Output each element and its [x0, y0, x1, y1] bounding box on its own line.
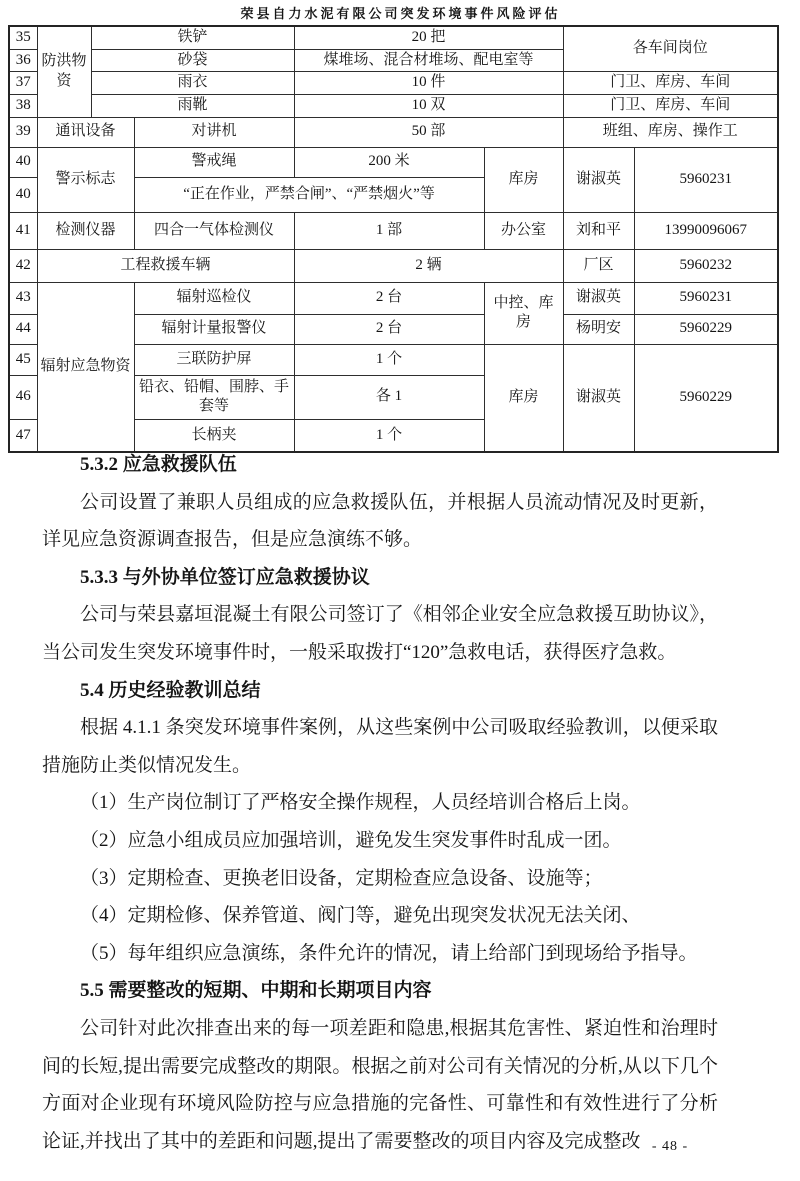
col-index: 36 [9, 49, 37, 72]
list-item-2: （2）应急小组成员应加强培训，避免发生突发事件时乱成一团。 [80, 829, 622, 851]
col-item: 四合一气体检测仪 [134, 212, 294, 249]
col-person: 谢淑英 [563, 344, 634, 452]
section-heading-532: 5.3.2 应急救援队伍 [80, 454, 237, 475]
col-item: 工程救援车辆 [37, 249, 294, 282]
col-person: 刘和平 [563, 212, 634, 249]
col-category: 检测仪器 [37, 212, 134, 249]
section-heading-54: 5.4 历史经验教训总结 [80, 679, 261, 701]
col-index: 40 [9, 147, 37, 177]
table-row-35 [9, 26, 778, 49]
col-location: 班组、库房、操作工 [563, 117, 778, 147]
col-item: “正在作业，严禁合闸”、“严禁烟火”等 [134, 177, 484, 212]
col-person: 杨明安 [563, 314, 634, 344]
table-row-42 [9, 249, 778, 282]
col-quantity: 1 个 [294, 344, 484, 375]
col-item: 三联防护屏 [134, 344, 294, 375]
col-phone: 5960231 [634, 147, 778, 212]
col-item: 对讲机 [134, 117, 294, 147]
col-index: 40 [9, 177, 37, 212]
col-phone: 13990096067 [634, 212, 778, 249]
col-index: 43 [9, 282, 37, 314]
col-item: 辐射计量报警仪 [134, 314, 294, 344]
page-header [100, 3, 701, 27]
col-quantity: 2 辆 [294, 249, 563, 282]
table-row-37 [9, 72, 778, 95]
section-paragraph-532: 公司设置了兼职人员组成的应急救援队伍，并根据人员流动情况及时更新，详见应急资源调查报告，但是应急演练不够。 [42, 491, 718, 551]
col-quantity: 各 1 [294, 375, 484, 419]
section-heading-55: 5.5 需要整改的短期、中期和长期项目内容 [80, 980, 432, 1002]
col-quantity: 20 把 [294, 26, 563, 49]
col-phone: 5960229 [634, 314, 778, 344]
document-body [42, 446, 718, 1160]
col-location: 门卫、库房、车间 [563, 94, 778, 117]
col-item: 铁铲 [91, 26, 294, 49]
col-quantity: 煤堆场、混合材堆场、配电室等 [294, 49, 563, 72]
col-index: 37 [9, 72, 37, 95]
col-quantity: 2 台 [294, 282, 484, 314]
col-category: 辐射应急物资 [37, 282, 134, 452]
section-paragraph-533: 公司与荣县嘉垣混凝土有限公司签订了《相邻企业安全应急救援互助协议》，当公司发生突发环境事件时，一般采取拨打“120”急救电话，获得医疗急救。 [42, 604, 718, 663]
col-index: 38 [9, 94, 37, 117]
col-item: 雨靴 [91, 94, 294, 117]
col-phone: 5960232 [634, 249, 778, 282]
col-location: 中控、库房 [484, 282, 563, 344]
list-item-5: （5）每年组织应急演练，条件允许的情况，请上给部门到现场给予指导。 [80, 942, 698, 964]
col-item: 警戒绳 [134, 147, 294, 177]
table-row-41 [9, 212, 778, 249]
section-heading-533: 5.3.3 与外协单位签订应急救援协议 [80, 566, 370, 588]
col-quantity: 10 件 [294, 72, 563, 95]
col-index: 35 [9, 26, 37, 49]
table-row-43 [9, 282, 778, 314]
col-index: 41 [9, 212, 37, 249]
section-paragraph-55: 公司针对此次排查出来的每一项差距和隐患,根据其危害性、紧迫性和治理时间的长短,提出需要完成整改的期限。根据之前对公司有关情况的分析,从以下几个方面对企业现有环境风险防控与应急措施的完备性、可靠性和有效性进行了分析论证,并找出了其中的差距和问题,提出了需要整改的项目内容及完成整改 [42, 1017, 718, 1152]
col-person: 谢淑英 [563, 147, 634, 212]
col-quantity: 2 台 [294, 314, 484, 344]
page-number: - 48 - [651, 1139, 689, 1154]
list-item-1: （1）生产岗位制订了严格安全操作规程，人员经培训合格后上岗。 [80, 792, 641, 814]
col-phone: 5960229 [634, 344, 778, 452]
col-category: 通讯设备 [37, 117, 134, 147]
col-index: 39 [9, 117, 37, 147]
col-index: 46 [9, 375, 37, 419]
list-item-3: （3）定期检查、更换老旧设备，定期检查应急设备、设施等； [80, 867, 603, 889]
col-quantity: 10 双 [294, 94, 563, 117]
list-item-4: （4）定期检修、保养管道、阀门等，避免出现突发状况无法关闭、 [80, 905, 641, 927]
table-row-40a [9, 147, 778, 177]
col-location: 库房 [484, 344, 563, 452]
col-category: 警示标志 [37, 147, 134, 212]
col-quantity: 200 米 [294, 147, 484, 177]
col-location: 库房 [484, 147, 563, 212]
col-quantity: 1 部 [294, 212, 484, 249]
col-index: 47 [9, 419, 37, 452]
col-item: 辐射巡检仪 [134, 282, 294, 314]
table-row-38 [9, 94, 778, 117]
col-index: 44 [9, 314, 37, 344]
col-item: 长柄夹 [134, 419, 294, 452]
col-index: 42 [9, 249, 37, 282]
col-quantity: 50 部 [294, 117, 563, 147]
col-index: 45 [9, 344, 37, 375]
col-location: 门卫、库房、车间 [563, 72, 778, 95]
page-header-title: 荣县自力水泥有限公司突发环境事件风险评估 [240, 6, 561, 21]
col-item: 铅衣、铅帽、围脖、手套等 [134, 375, 294, 419]
col-location: 各车间岗位 [563, 26, 778, 72]
col-item: 砂袋 [91, 49, 294, 72]
col-category: 防洪物资 [37, 26, 91, 117]
col-location: 厂区 [563, 249, 634, 282]
col-person: 谢淑英 [563, 282, 634, 314]
section-paragraph-54: 根据 4.1.1 条突发环境事件案例，从这些案例中公司吸取经验教训，以便采取措施防止类似情况发生。 [42, 717, 718, 776]
col-phone: 5960231 [634, 282, 778, 314]
col-location: 办公室 [484, 212, 563, 249]
col-quantity: 1 个 [294, 419, 484, 452]
table-row-39 [9, 117, 778, 147]
emergency-supplies-table [8, 25, 779, 453]
col-item: 雨衣 [91, 72, 294, 95]
